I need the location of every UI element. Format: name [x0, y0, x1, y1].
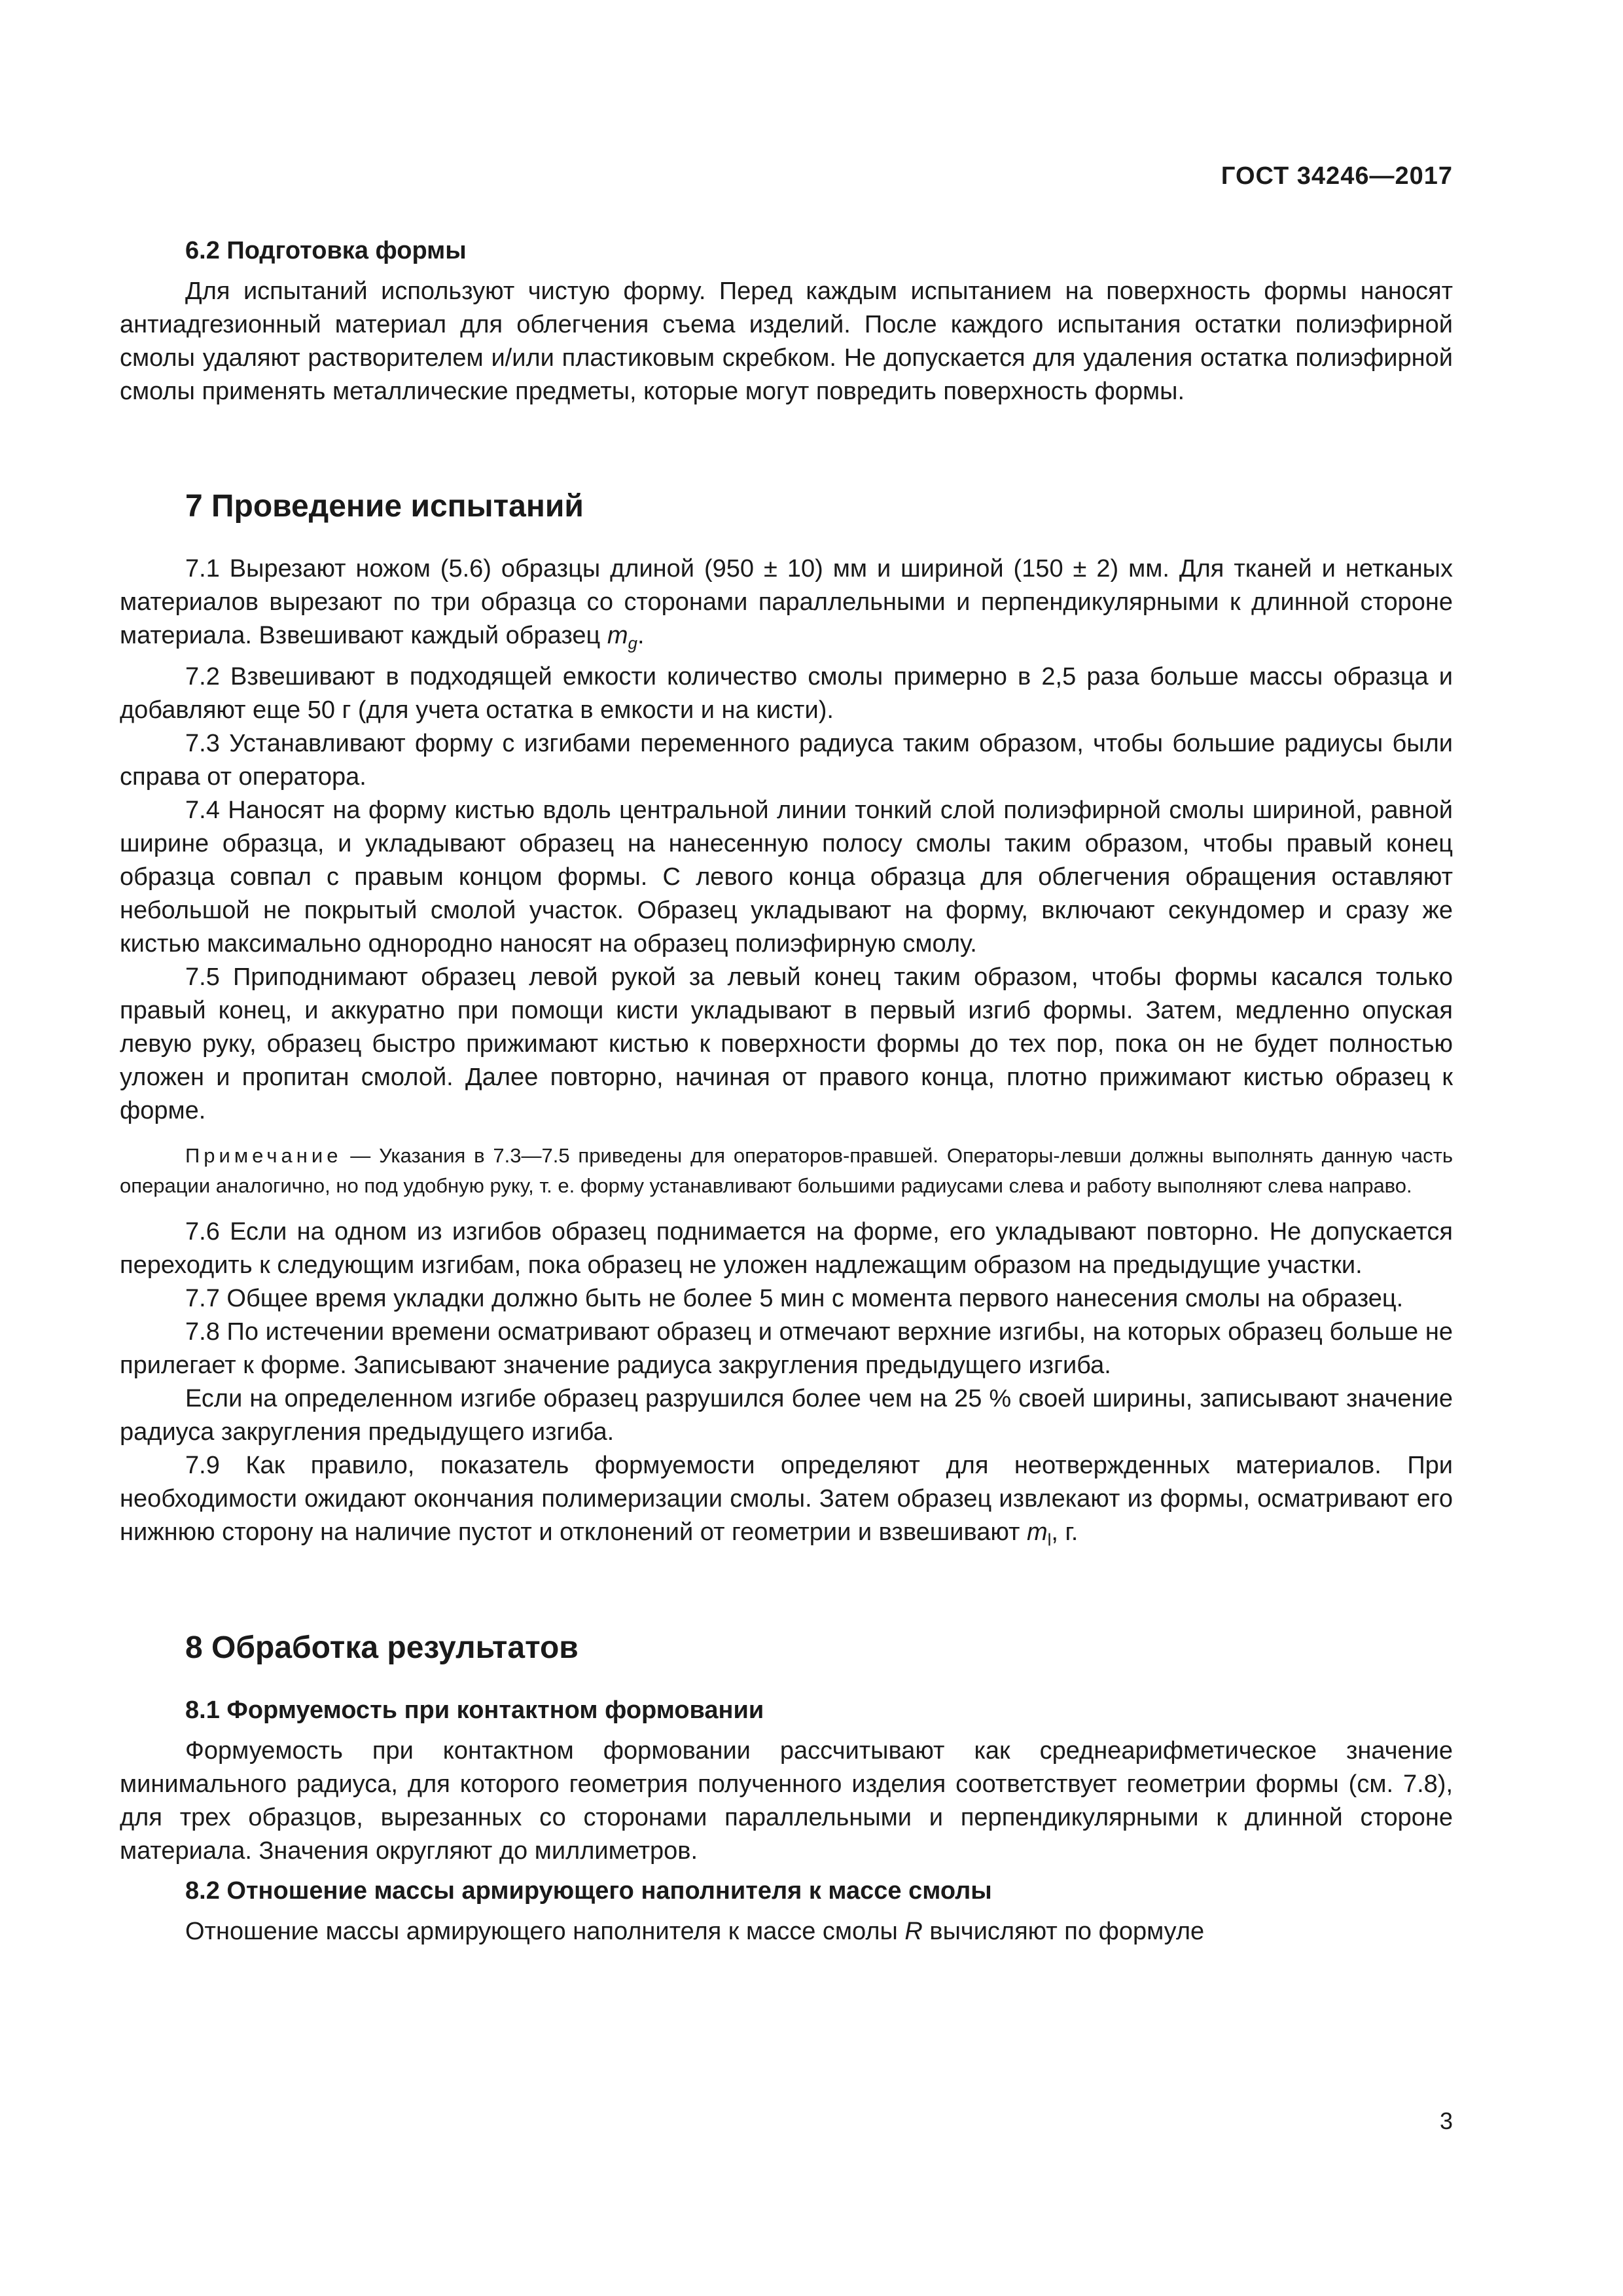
note-label: Примечание — [185, 1143, 342, 1167]
document-header: ГОСТ 34246—2017 — [1221, 162, 1453, 190]
paragraph-8-2: Отношение массы армирующего наполнителя к массе смолы R вычисляют по формуле — [185, 1918, 1205, 1946]
section-6-2-title: 6.2 Подготовка формы — [185, 237, 467, 264]
paragraph-8-1: Формуемость при контактном формовании рассчитывают как среднеарифметическое значение минимального радиуса, для которого геометрия полученного изделия соответствует геометрии формы (см. 7.8), для трех образцов, вырезанных со сторонами параллельными и перпендикулярными к длинной стороне материала. Значения округляют до миллиметров. — [120, 1737, 1453, 1865]
paragraph-7-4: 7.4 Наносят на форму кистью вдоль центральной линии тонкий слой полиэфирной смолы шириной, равной ширине образца, и укладывают образец на нанесенную полосу смолы таким образом, чтобы правый конец образца совпал с правым концом формы. С левого конца образца для облегчения обращения оставляют небольшой не покрытый смолой участок. Образец укладывают на форму, включают секундомер и сразу же кистью максимально однородно наносят на образец полиэфирную смолу. — [120, 796, 1453, 958]
section-7-title: 7 Проведение испытаний — [185, 489, 584, 524]
paragraph-7-8: 7.8 По истечении времени осматривают образец и отмечают верхние изгибы, на которых образец больше не прилегает к форме. Записывают значение радиуса закругления предыдущего изгиба. — [120, 1318, 1453, 1379]
paragraph-7-3: 7.3 Устанавливают форму с изгибами переменного радиуса таким образом, чтобы большие радиусы были справа от оператора. — [120, 729, 1453, 791]
document-body — [120, 234, 1453, 1948]
note-text: — Указания в 7.3—7.5 приведены для операторов-правшей. Операторы-левши должны выполнять данную часть операции аналогично, но под удобную руку, т. е. форму устанавливают большими радиусами слева и работу выполняют слева направо. — [120, 1143, 1453, 1197]
paragraph-7-2: 7.2 Взвешивают в подходящей емкости количество смолы примерно в 2,5 раза больше массы образца и добавляют еще 50 г (для учета остатка в емкости и на кисти). — [120, 662, 1453, 724]
section-8-2-title: 8.2 Отношение массы армирующего наполнителя к массе смолы — [185, 1877, 992, 1905]
page-number: 3 — [1439, 2108, 1453, 2134]
document-page — [120, 0, 1453, 2296]
paragraph-7-7: 7.7 Общее время укладки должно быть не более 5 мин с момента первого нанесения смолы на образец. — [185, 1284, 1404, 1312]
note-block — [120, 1141, 1453, 1201]
section-8-title: 8 Обработка результатов — [185, 1630, 579, 1666]
paragraph-7-8-b: Если на определенном изгибе образец разрушился более чем на 25 % своей ширины, записывают значение радиуса закругления предыдущего изгиба. — [120, 1384, 1453, 1446]
paragraph-7-9: 7.9 Как правило, показатель формуемости определяют для неотвержденных материалов. При необходимости ожидают окончания полимеризации смолы. Затем образец извлекают из формы, осматривают его нижнюю сторону на наличие пустот и отклонений от геометрии и взвешивают $m_l$, г. — [120, 1451, 1453, 1550]
paragraph-7-1: 7.1 Вырезают ножом (5.6) образцы длиной (950 ± 10) мм и шириной (150 ± 2) мм. Для тканей и нетканых материалов вырезают по три образца со сторонами параллельными и перпендикулярными к длинной стороне материала. Взвешивают каждый образец $m_g$. — [120, 555, 1453, 653]
paragraph-7-6: 7.6 Если на одном из изгибов образец поднимается на форме, его укладывают повторно. Не допускается переходить к следующим изгибам, пока образец не уложен надлежащим образом на предыдущие участки. — [120, 1217, 1453, 1279]
section-8-1-title: 8.1 Формуемость при контактном формовании — [185, 1696, 764, 1725]
paragraph-7-5: 7.5 Приподнимают образец левой рукой за левый конец таким образом, чтобы формы касался только правый конец, и аккуратно при помощи кисти укладывают в первый изгиб формы. Затем, медленно опуская левую руку, образец быстро прижимают кистью к поверхности формы до тех пор, пока он не будет полностью уложен и пропитан смолой. Далее повторно, начиная от правого конца, плотно прижимают кистью образец к форме. — [120, 963, 1453, 1124]
section-6-2-paragraph: Для испытаний используют чистую форму. Перед каждым испытанием на поверхность формы наносят антиадгезионный материал для облегчения съема изделий. После каждого испытания остатки полиэфирной смолы удаляют растворителем и/или пластиковым скребком. Не допускается для удаления остатка полиэфирной смолы применять металлические предметы, которые могут повредить поверхность формы. — [120, 278, 1453, 405]
